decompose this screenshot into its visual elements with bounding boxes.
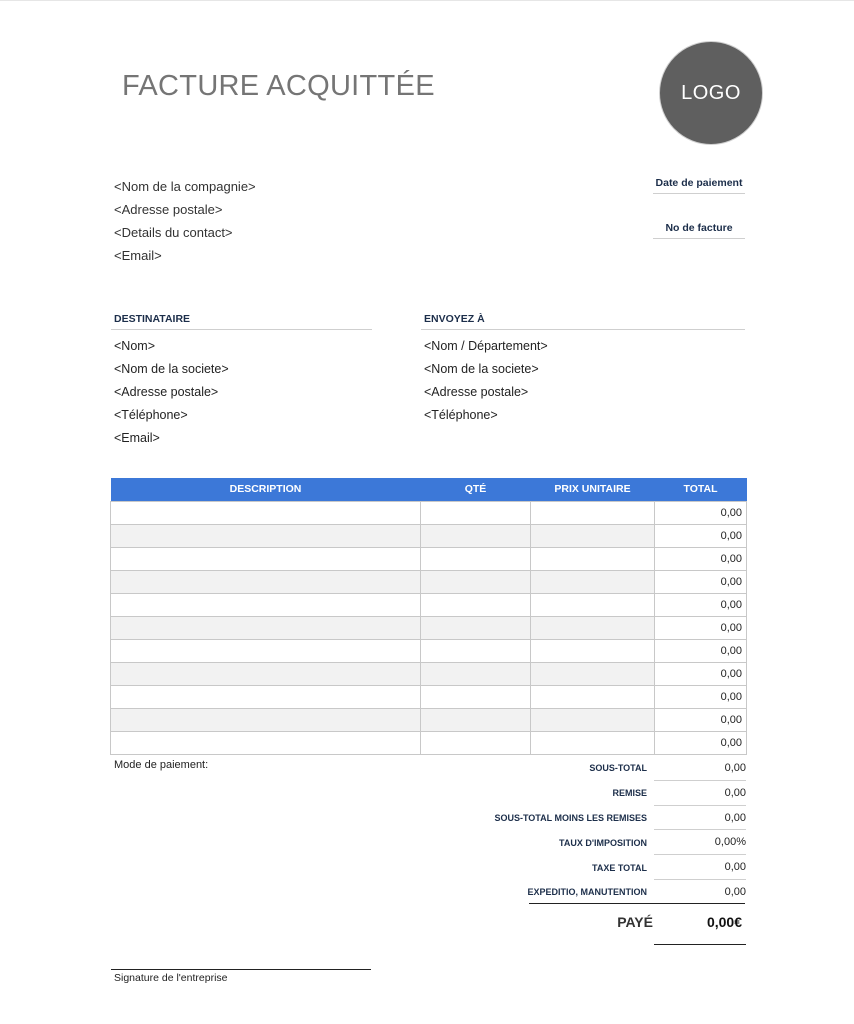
ship-to-company: <Nom de la societe> [424, 362, 539, 376]
col-header-description: DESCRIPTION [111, 478, 421, 501]
paid-label: PAYÉ [617, 914, 653, 930]
company-email: <Email> [114, 248, 162, 263]
cell-total: 0,00 [655, 639, 747, 662]
summary-value: 0,00 [654, 806, 746, 831]
cell-unit-price[interactable] [531, 662, 655, 685]
cell-unit-price[interactable] [531, 708, 655, 731]
recipient-company: <Nom de la societe> [114, 362, 229, 376]
cell-description[interactable] [111, 501, 421, 524]
cell-description[interactable] [111, 731, 421, 754]
table-row [111, 593, 747, 616]
cell-description[interactable] [111, 547, 421, 570]
page-top-rule [0, 0, 854, 1]
summary-label: REMISE [612, 788, 647, 799]
recipient-name: <Nom> [114, 339, 155, 353]
cell-qty[interactable] [421, 639, 531, 662]
company-info [114, 178, 256, 270]
company-contact: <Details du contact> [114, 225, 233, 240]
cell-total: 0,00 [655, 662, 747, 685]
summary-label: EXPEDITIO, MANUTENTION [527, 887, 647, 898]
recipient-block [111, 312, 372, 453]
payment-date-line [653, 193, 745, 194]
cell-total: 0,00 [655, 501, 747, 524]
cell-unit-price[interactable] [531, 639, 655, 662]
cell-description[interactable] [111, 685, 421, 708]
cell-description[interactable] [111, 639, 421, 662]
cell-qty[interactable] [421, 501, 531, 524]
recipient-address: <Adresse postale> [114, 385, 219, 399]
col-header-qty: QTÉ [421, 478, 531, 501]
recipient-email: <Email> [114, 431, 160, 445]
invoice-number-line [653, 238, 745, 239]
paid-amount: 0,00€ [706, 914, 742, 930]
cell-total: 0,00 [655, 547, 747, 570]
ship-to-block [421, 312, 745, 430]
line-items-table [110, 478, 747, 755]
summary-label: SOUS-TOTAL [589, 763, 647, 774]
cell-unit-price[interactable] [531, 731, 655, 754]
summary-value: 0,00 [654, 855, 746, 880]
ship-to-name: <Nom / Département> [424, 339, 548, 353]
invoice-number-label: No de facture [665, 222, 733, 234]
cell-description[interactable] [111, 593, 421, 616]
table-row [111, 639, 747, 662]
recipient-phone: <Téléphone> [114, 408, 188, 422]
cell-description[interactable] [111, 616, 421, 639]
summary-label: TAUX D'IMPOSITION [559, 837, 647, 848]
payment-date-field[interactable] [653, 176, 745, 194]
cell-total: 0,00 [655, 708, 747, 731]
cell-qty[interactable] [421, 524, 531, 547]
cell-unit-price[interactable] [531, 501, 655, 524]
cell-total: 0,00 [655, 731, 747, 754]
cell-qty[interactable] [421, 547, 531, 570]
cell-total: 0,00 [655, 593, 747, 616]
signature-line[interactable] [111, 969, 371, 970]
summary-value: 0,00 [654, 756, 746, 781]
cell-qty[interactable] [421, 570, 531, 593]
logo-placeholder [659, 41, 763, 145]
table-row [111, 547, 747, 570]
cell-description[interactable] [111, 524, 421, 547]
payment-mode-label: Mode de paiement: [114, 759, 209, 771]
totals-summary [400, 756, 746, 905]
table-row [111, 501, 747, 524]
table-row [111, 570, 747, 593]
signature-label: Signature de l'entreprise [114, 972, 228, 984]
ship-to-phone: <Téléphone> [424, 408, 498, 422]
cell-total: 0,00 [655, 570, 747, 593]
company-name: <Nom de la compagnie> [114, 179, 256, 194]
invoice-title: FACTURE ACQUITTÉE [122, 70, 435, 102]
cell-total: 0,00 [655, 685, 747, 708]
cell-unit-price[interactable] [531, 685, 655, 708]
table-row [111, 524, 747, 547]
cell-unit-price[interactable] [531, 524, 655, 547]
cell-qty[interactable] [421, 593, 531, 616]
paid-divider [529, 903, 745, 904]
cell-description[interactable] [111, 662, 421, 685]
cell-qty[interactable] [421, 616, 531, 639]
cell-total: 0,00 [655, 524, 747, 547]
ship-to-heading: ENVOYEZ À [424, 313, 485, 325]
col-header-unit-price: PRIX UNITAIRE [531, 478, 655, 501]
cell-qty[interactable] [421, 662, 531, 685]
cell-description[interactable] [111, 570, 421, 593]
col-header-total: TOTAL [655, 478, 747, 501]
ship-to-address: <Adresse postale> [424, 385, 529, 399]
summary-row-subtotal-less-discount [400, 806, 746, 831]
cell-unit-price[interactable] [531, 593, 655, 616]
table-header-row [111, 478, 747, 501]
summary-value[interactable]: 0,00 [724, 885, 746, 898]
summary-row-tax-rate [400, 830, 746, 855]
summary-label: TAXE TOTAL [592, 862, 647, 873]
cell-qty[interactable] [421, 685, 531, 708]
cell-description[interactable] [111, 708, 421, 731]
cell-unit-price[interactable] [531, 616, 655, 639]
logo-text: LOGO [681, 81, 741, 104]
summary-label: SOUS-TOTAL MOINS LES REMISES [494, 812, 647, 823]
summary-row-discount [400, 781, 746, 806]
cell-unit-price[interactable] [531, 547, 655, 570]
cell-unit-price[interactable] [531, 570, 655, 593]
summary-value[interactable]: 0,00% [654, 830, 746, 855]
company-address: <Adresse postale> [114, 202, 223, 217]
summary-row-subtotal [400, 756, 746, 781]
paid-underline [654, 944, 746, 945]
summary-value[interactable]: 0,00 [654, 781, 746, 806]
cell-qty[interactable] [421, 731, 531, 754]
summary-row-total-tax [400, 855, 746, 880]
summary-row-shipping [400, 880, 746, 905]
cell-qty[interactable] [421, 708, 531, 731]
table-row [111, 708, 747, 731]
table-row [111, 662, 747, 685]
table-row [111, 616, 747, 639]
invoice-number-field[interactable] [653, 221, 745, 239]
recipient-heading: DESTINATAIRE [114, 313, 191, 325]
cell-total: 0,00 [655, 616, 747, 639]
table-row [111, 685, 747, 708]
table-row [111, 731, 747, 754]
payment-date-label: Date de paiement [655, 177, 743, 189]
